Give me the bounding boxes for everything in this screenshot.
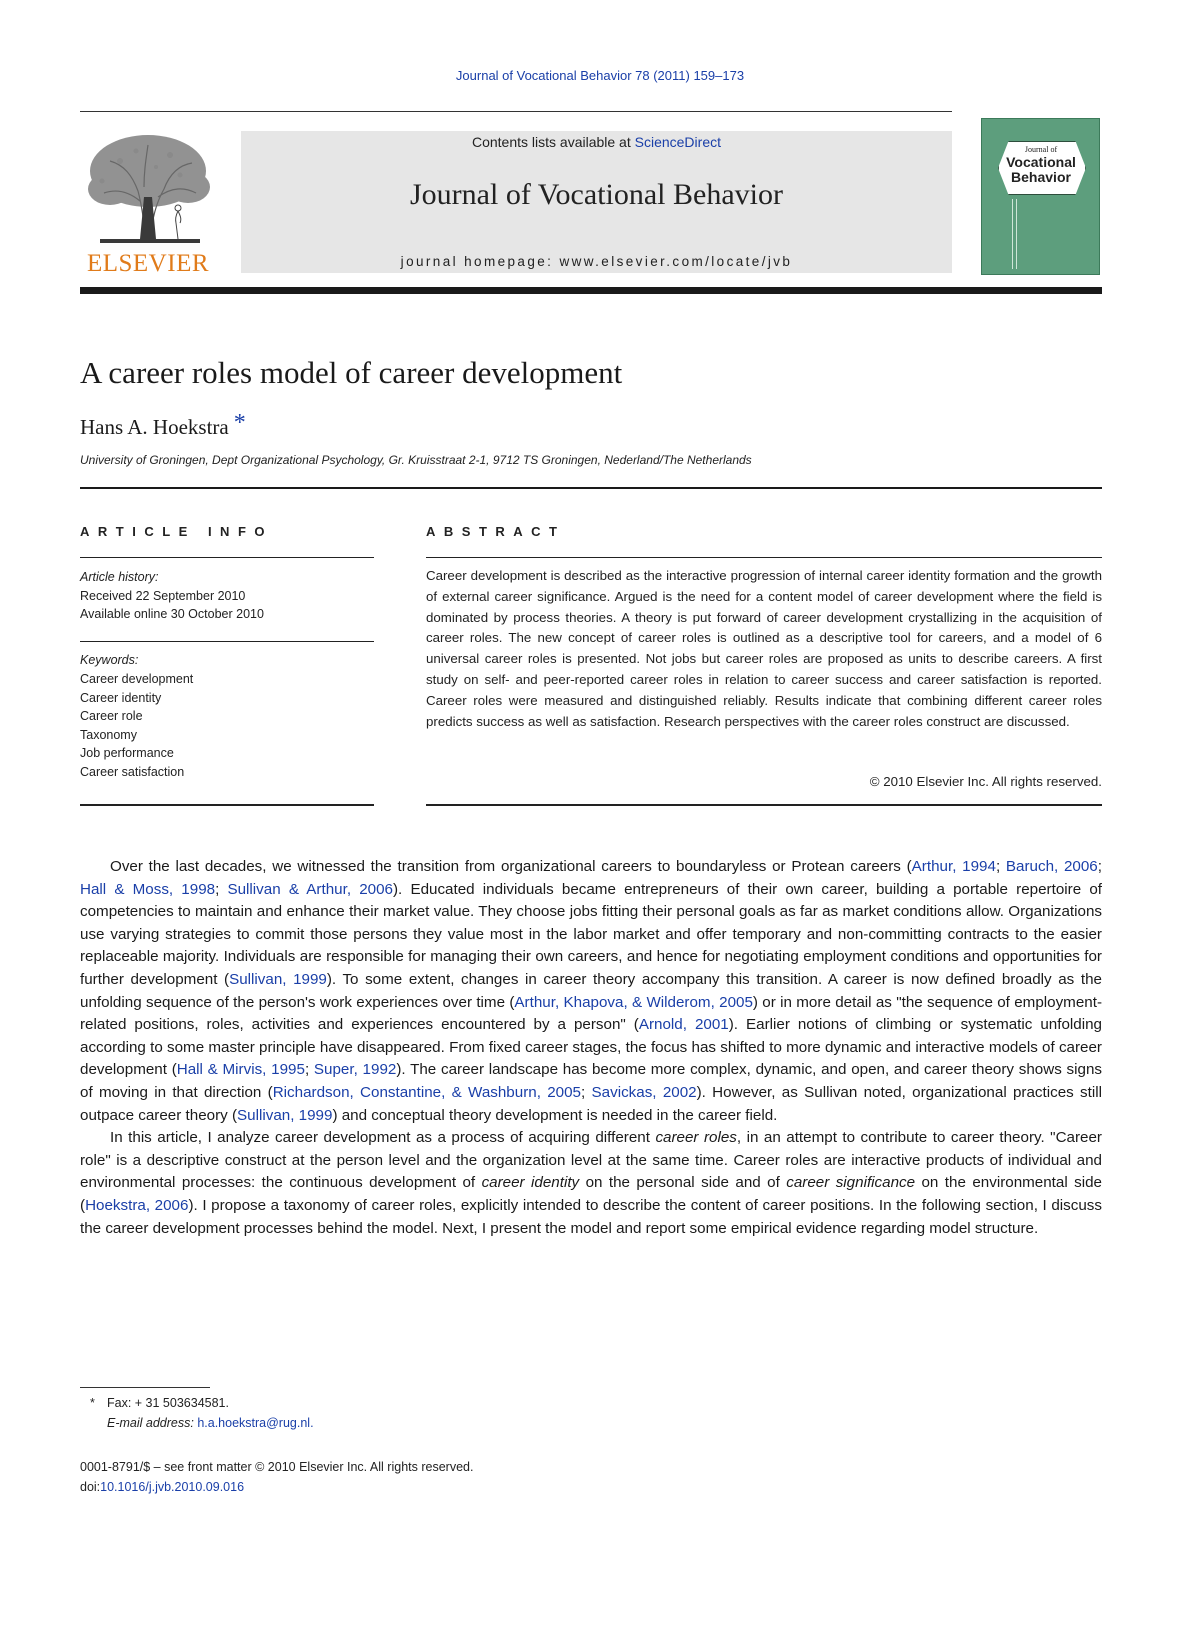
fax-number: Fax: + 31 503634581. (107, 1396, 229, 1410)
keywords-list (80, 670, 193, 781)
citation-link[interactable]: Arthur, Khapova, & Wilderom, 2005 (514, 993, 753, 1011)
header-rule (80, 111, 952, 112)
body-text-run: , in an attempt to contribute to career theory. "Career role" is a descriptive construct at the person level and the organization level at the same time. Career roles are interactive products of individual and environmental processes: the continuous development of (80, 1129, 1102, 1192)
keyword-item: Taxonomy (80, 727, 137, 742)
received-date: Received 22 September 2010 (80, 589, 246, 603)
body-text-run: ). Earlier notions of climbing or systematic unfolding according to some master principle have disappeared. From fixed career stages, the focus has shifted to more dynamic and interactive models of career development ( (80, 1016, 1102, 1079)
info-rule (80, 804, 374, 806)
keyword-item: Job performance (80, 746, 174, 760)
abstract-rule (426, 804, 1102, 806)
cover-stripe (1012, 199, 1013, 269)
doi-line (80, 1480, 244, 1494)
body-text-run: ; (304, 1061, 314, 1079)
keyword-item: Career role (80, 709, 143, 723)
citation-link[interactable]: Sullivan, 1999 (237, 1106, 333, 1124)
body-text-run: In this article, I analyze career development as a process of acquiring different (110, 1129, 656, 1147)
body-text-run: ). To some extent, changes in career theory accompany this transition. A career is now defined broadly as the unfolding sequence of the person's work experiences over time ( (80, 970, 1102, 1011)
journal-title: Journal of Vocational Behavior (410, 178, 783, 211)
citation-link[interactable]: Hoekstra, 2006 (85, 1196, 189, 1214)
keyword-item: Career identity (80, 690, 162, 705)
citation-link[interactable]: Sullivan, 1999 (229, 970, 327, 988)
online-date: Available online 30 October 2010 (80, 607, 264, 621)
body-text-run: on the environmental side ( (80, 1174, 1103, 1214)
author-line (80, 410, 246, 441)
journal-homepage[interactable]: journal homepage: www.elsevier.com/locate/jvb (400, 254, 793, 269)
body-text (80, 856, 1102, 1240)
body-text-run: ; (215, 880, 228, 898)
body-text-run: ; (581, 1083, 592, 1101)
citation-link[interactable]: Savickas, 2002 (591, 1083, 697, 1101)
emphasized-term: career significance (786, 1174, 916, 1192)
email-label: E-mail address: (107, 1416, 194, 1430)
body-paragraph (80, 856, 1102, 1127)
body-text-run: ). The career landscape has become more complex, dynamic, and open, and career theory shows signs of moving in that direction ( (80, 1061, 1102, 1101)
info-rule (80, 557, 374, 558)
body-paragraph (80, 1127, 1102, 1240)
elsevier-wordmark: ELSEVIER (86, 250, 210, 277)
keyword-item: Career development (80, 672, 194, 686)
article-info-heading: ARTICLE INFO (80, 524, 273, 539)
emphasized-term: career roles (655, 1129, 737, 1147)
body-text-run: on the personal side and of (579, 1174, 787, 1192)
emphasized-term: career identity (481, 1174, 580, 1192)
sciencedirect-link[interactable]: ScienceDirect (634, 134, 721, 150)
cover-title-line-2: Behavior (1011, 169, 1071, 185)
info-rule (80, 641, 374, 642)
citation-link[interactable]: Hall & Mirvis, 1995 (176, 1061, 305, 1079)
journal-reference-link[interactable]: Journal of Vocational Behavior 78 (2011) 159–173 (455, 68, 745, 83)
body-text-run: ; (1097, 858, 1102, 875)
affiliation: University of Groningen, Dept Organizational Psychology, Gr. Kruisstraat 2-1, 9712 TS Groningen, Nederland/The Netherlands (80, 453, 752, 467)
cover-stripe (1016, 199, 1017, 269)
body-text-run: Over the last decades, we witnessed the transition from organizational careers to boundaryless or Protean careers ( (110, 858, 912, 875)
title-rule (80, 487, 1102, 489)
body-text-run: ) or in more detail as "the sequence of employment-related positions, roles, activities and experiences encountered by a person" ( (80, 993, 1103, 1034)
body-text-run: ). However, as Sullivan noted, organizational practices still outpace career theory ( (80, 1083, 1102, 1124)
keywords-label: Keywords: (80, 653, 139, 667)
article-history-label: Article history: (80, 570, 159, 584)
doi-label: doi: (80, 1480, 101, 1494)
citation-link[interactable]: Arnold, 2001 (638, 1016, 729, 1034)
citation-link[interactable]: Richardson, Constantine, & Washburn, 2005 (272, 1083, 582, 1101)
article-title: A career roles model of career development (80, 355, 623, 390)
abstract-heading: ABSTRACT (426, 524, 566, 539)
email-link[interactable]: h.a.hoekstra@rug.nl. (197, 1416, 314, 1430)
footnote-fax (90, 1396, 229, 1410)
author-name: Hans A. Hoekstra (80, 415, 229, 439)
issn-line: 0001-8791/$ – see front matter © 2010 Elsevier Inc. All rights reserved. (80, 1460, 474, 1474)
cover-title-line-1: Vocational (1006, 154, 1076, 170)
body-text-run: ; (995, 858, 1006, 875)
footnote-rule (80, 1387, 210, 1388)
cover-title (998, 155, 1084, 185)
body-text-run: ) and conceptual theory development is needed in the career field. (332, 1106, 778, 1124)
journal-cover-thumbnail[interactable] (981, 118, 1100, 275)
citation-link[interactable]: Sullivan & Arthur, 2006 (227, 880, 393, 898)
author-footnote-mark[interactable]: * (233, 410, 246, 436)
doi-link[interactable]: 10.1016/j.jvb.2010.09.016 (100, 1480, 245, 1494)
footnote-mark: * (90, 1396, 95, 1410)
citation-link[interactable]: Arthur, 1994 (911, 858, 996, 875)
citation-link[interactable]: Baruch, 2006 (1005, 858, 1098, 875)
contents-line (241, 134, 952, 150)
keyword-item: Career satisfaction (80, 764, 185, 779)
contents-prefix: Contents lists available at (471, 134, 635, 150)
abstract-rule (426, 557, 1102, 558)
abstract-copyright: © 2010 Elsevier Inc. All rights reserved. (869, 774, 1102, 789)
citation-link[interactable]: Super, 1992 (313, 1061, 397, 1079)
abstract-text: Career development is described as the interactive progression of internal career identity formation and the growth of external career significance. Argued is the need for a content model of career development where the field is dominated by process theories. A theory is put forward of career development crystallizing in the acquisition of career roles. The new concept of career roles is outlined as a descriptive tool for careers, and a model of 6 universal career roles is presented. Not jobs but career roles are proposed as units to describe careers. A first study on self- and peer-reported career roles in relation to career success and career satisfaction is reported. Career roles were measured and distinguished reliably. Results indicate that combining different career roles predicts success as well as satisfaction. Research perspectives with the career roles construct are discussed. (426, 568, 1102, 729)
citation-link[interactable]: Hall & Moss, 1998 (80, 880, 216, 898)
footnote-email (107, 1416, 314, 1430)
header-thick-rule (80, 287, 1102, 294)
body-text-run: ). Educated individuals became entrepreneurs of their own career, building a portable repertoire of competencies to maintain and enhance their market value. They choose jobs fitting their personal goals as far as market conditions allow. Organizations use varying strategies to commit those persons they value most in the labor market and offer temporary and non-committing contracts to the easier replaceable majority. Individuals are responsible for managing their own careers, and hence for negotiating employment conditions and opportunities for further development ( (80, 880, 1102, 988)
cover-small-title: Journal of (1024, 145, 1058, 154)
body-text-run: ). I propose a taxonomy of career roles, explicitly intended to describe the content of career positions. In the following section, I discuss the career development processes behind the model. Next, I present the model and report some empirical evidence regarding model structure. (80, 1196, 1102, 1237)
